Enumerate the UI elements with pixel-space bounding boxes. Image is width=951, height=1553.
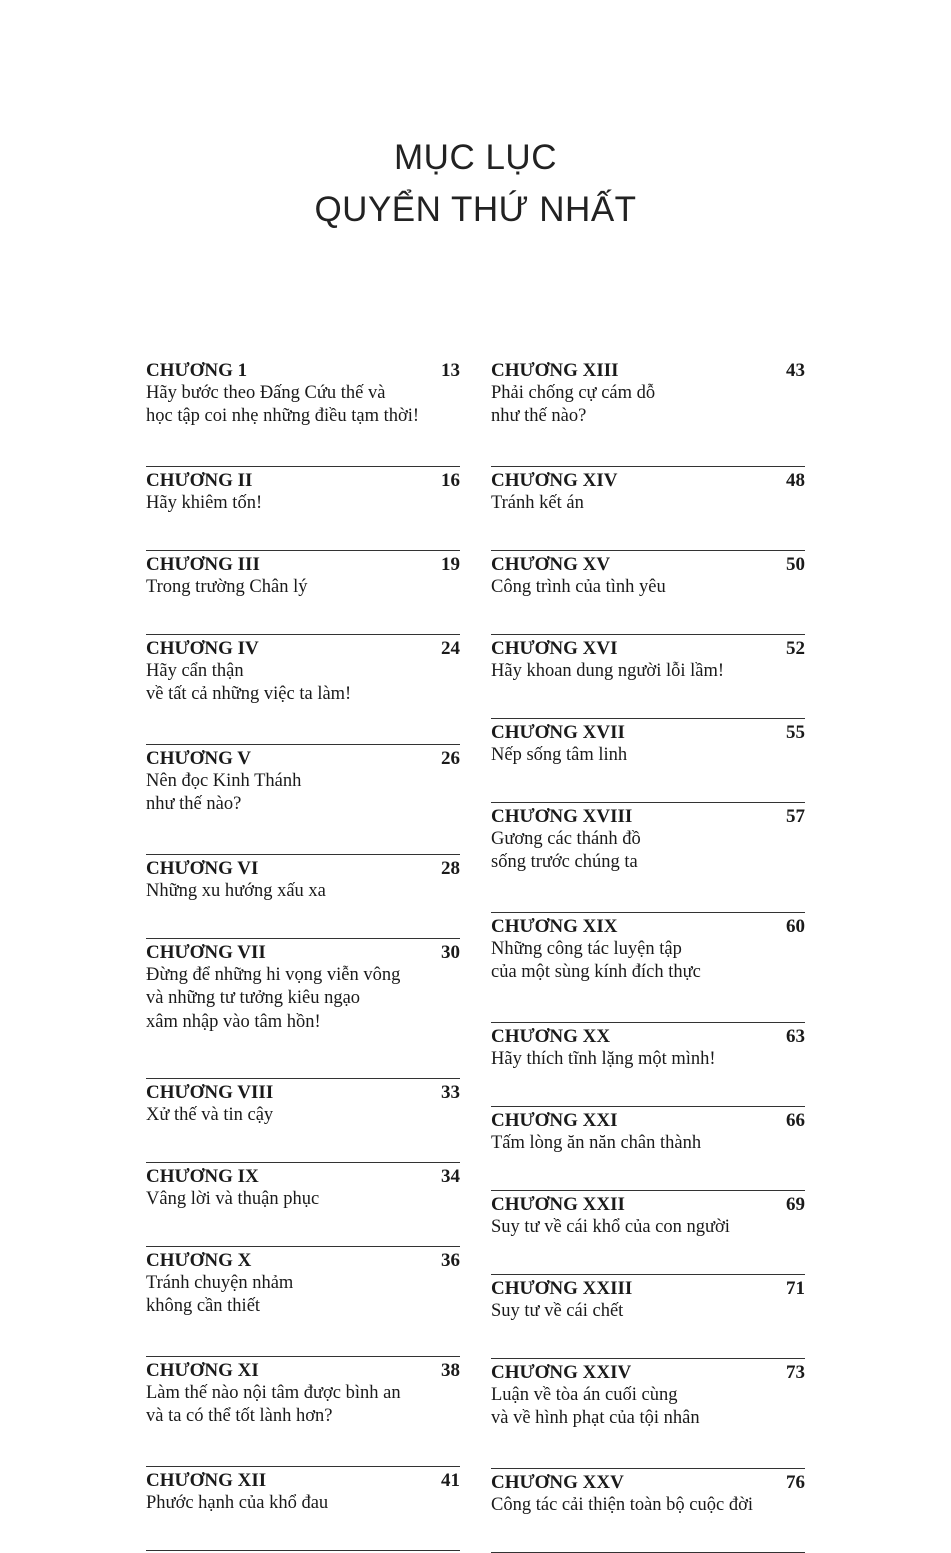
page-number: 48 [786,470,805,491]
page-number: 66 [786,1110,805,1131]
chapter-label: CHƯƠNG XXIII [491,1278,633,1299]
toc-entry[interactable] [146,1163,460,1247]
page-number: 76 [786,1472,805,1493]
toc-entry[interactable] [491,803,805,913]
chapter-title: Suy tư về cái chết [491,1301,624,1321]
title-line-1: MỤC LỤC [394,138,557,177]
toc-entry[interactable] [146,1357,460,1467]
page-number: 28 [441,858,460,879]
page-number: 71 [786,1278,805,1299]
chapter-title: Làm thế nào nội tâm được bình an và ta có thể tốt lành hơn? [146,1383,401,1427]
chapter-title: Hãy cẩn thận về tất cả những việc ta làm! [146,661,352,705]
toc-entry[interactable] [146,1467,460,1551]
chapter-label: CHƯƠNG 1 [146,360,248,381]
toc-entry[interactable] [146,357,460,467]
toc-entry[interactable] [491,1359,805,1469]
toc-entry[interactable] [491,635,805,719]
toc-entry[interactable] [146,745,460,855]
page-number: 34 [441,1166,460,1187]
chapter-title: Phước hạnh của khổ đau [146,1493,329,1513]
toc-entry[interactable] [491,357,805,467]
chapter-label: CHƯƠNG XIV [491,470,618,491]
page-number: 13 [441,360,460,381]
chapter-title: Suy tư về cái khổ của con người [491,1217,730,1237]
page-number: 43 [786,360,805,381]
chapter-label: CHƯƠNG XIII [491,360,619,381]
page-number: 36 [441,1250,460,1271]
chapter-label: CHƯƠNG XVII [491,722,625,743]
chapter-title: Tránh chuyện nhảm không cần thiết [146,1273,294,1317]
toc-entry[interactable] [146,635,460,745]
chapter-label: CHƯƠNG XXII [491,1194,625,1215]
page-number: 57 [786,806,805,827]
toc-entry[interactable] [491,1469,805,1553]
chapter-title: Gương các thánh đồ sống trước chúng ta [491,829,641,873]
toc-entry[interactable] [146,855,460,939]
chapter-label: CHƯƠNG VII [146,942,266,963]
page-number: 41 [441,1470,460,1491]
chapter-title: Hãy khoan dung người lỗi lầm! [491,661,725,681]
chapter-label: CHƯƠNG II [146,470,253,491]
chapter-label: CHƯƠNG X [146,1250,252,1271]
page-number: 24 [441,638,460,659]
toc-entry[interactable] [146,1247,460,1357]
toc-entry[interactable] [491,913,805,1023]
page-number: 33 [441,1082,460,1103]
chapter-label: CHƯƠNG IV [146,638,259,659]
chapter-title: Luận về tòa án cuối cùng và về hình phạt của tội nhân [491,1385,700,1429]
chapter-title: Đừng để những hi vọng viễn vông và những tư tưởng kiêu ngạo xâm nhập vào tâm hồn! [146,965,401,1032]
chapter-label: CHƯƠNG XXV [491,1472,624,1493]
chapter-title: Vâng lời và thuận phục [146,1189,320,1209]
chapter-title: Phải chống cự cám dỗ như thế nào? [491,383,656,427]
chapter-title: Xử thế và tin cậy [146,1105,274,1125]
chapter-title: Tấm lòng ăn năn chân thành [491,1133,702,1153]
chapter-label: CHƯƠNG XX [491,1026,611,1047]
toc-column-right [491,357,805,1553]
chapter-title: Hãy thích tĩnh lặng một mình! [491,1049,716,1069]
toc-entry[interactable] [146,551,460,635]
chapter-title: Tránh kết án [491,493,584,513]
chapter-label: CHƯƠNG VI [146,858,259,879]
page-number: 69 [786,1194,805,1215]
toc-entry[interactable] [491,1107,805,1191]
toc-entry[interactable] [491,467,805,551]
page-number: 55 [786,722,805,743]
chapter-label: CHƯƠNG V [146,748,252,769]
page-number: 73 [786,1362,805,1383]
chapter-title: Công tác cải thiện toàn bộ cuộc đời [491,1495,754,1515]
chapter-label: CHƯƠNG XII [146,1470,267,1491]
page-number: 63 [786,1026,805,1047]
chapter-title: Những công tác luyện tập của một sùng kính đích thực [491,939,701,983]
chapter-label: CHƯƠNG XV [491,554,611,575]
chapter-label: CHƯƠNG VIII [146,1082,274,1103]
toc-entry[interactable] [491,1275,805,1359]
chapter-title: Nên đọc Kinh Thánh như thế nào? [146,771,302,815]
page-number: 30 [441,942,460,963]
chapter-label: CHƯƠNG XVIII [491,806,633,827]
toc-entry[interactable] [146,467,460,551]
toc-entry[interactable] [491,719,805,803]
toc-entry[interactable] [146,1079,460,1163]
page-number: 16 [441,470,460,491]
chapter-title: Công trình của tình yêu [491,577,666,597]
chapter-label: CHƯƠNG XVI [491,638,618,659]
chapter-title: Hãy khiêm tốn! [146,493,263,513]
page-number: 52 [786,638,805,659]
page-number: 60 [786,916,805,937]
chapter-label: CHƯƠNG III [146,554,260,575]
page-number: 26 [441,748,460,769]
chapter-title: Trong trường Chân lý [146,577,308,597]
toc-entry[interactable] [491,551,805,635]
page-title [0,132,951,236]
page-number: 38 [441,1360,460,1381]
chapter-label: CHƯƠNG XIX [491,916,618,937]
title-line-2: QUYỂN THỨ NHẤT [314,190,637,229]
chapter-title: Nếp sống tâm linh [491,745,628,765]
toc-entry[interactable] [491,1023,805,1107]
chapter-label: CHƯƠNG XXIV [491,1362,632,1383]
chapter-label: CHƯƠNG XXI [491,1110,618,1131]
toc-entry[interactable] [146,939,460,1079]
chapter-title: Hãy bước theo Đấng Cứu thế và học tập coi nhẹ những điều tạm thời! [146,383,420,427]
chapter-label: CHƯƠNG IX [146,1166,259,1187]
toc-entry[interactable] [491,1191,805,1275]
toc-column-left [146,357,460,1551]
page-number: 50 [786,554,805,575]
chapter-title: Những xu hướng xấu xa [146,881,326,901]
chapter-label: CHƯƠNG XI [146,1360,259,1381]
page-number: 19 [441,554,460,575]
